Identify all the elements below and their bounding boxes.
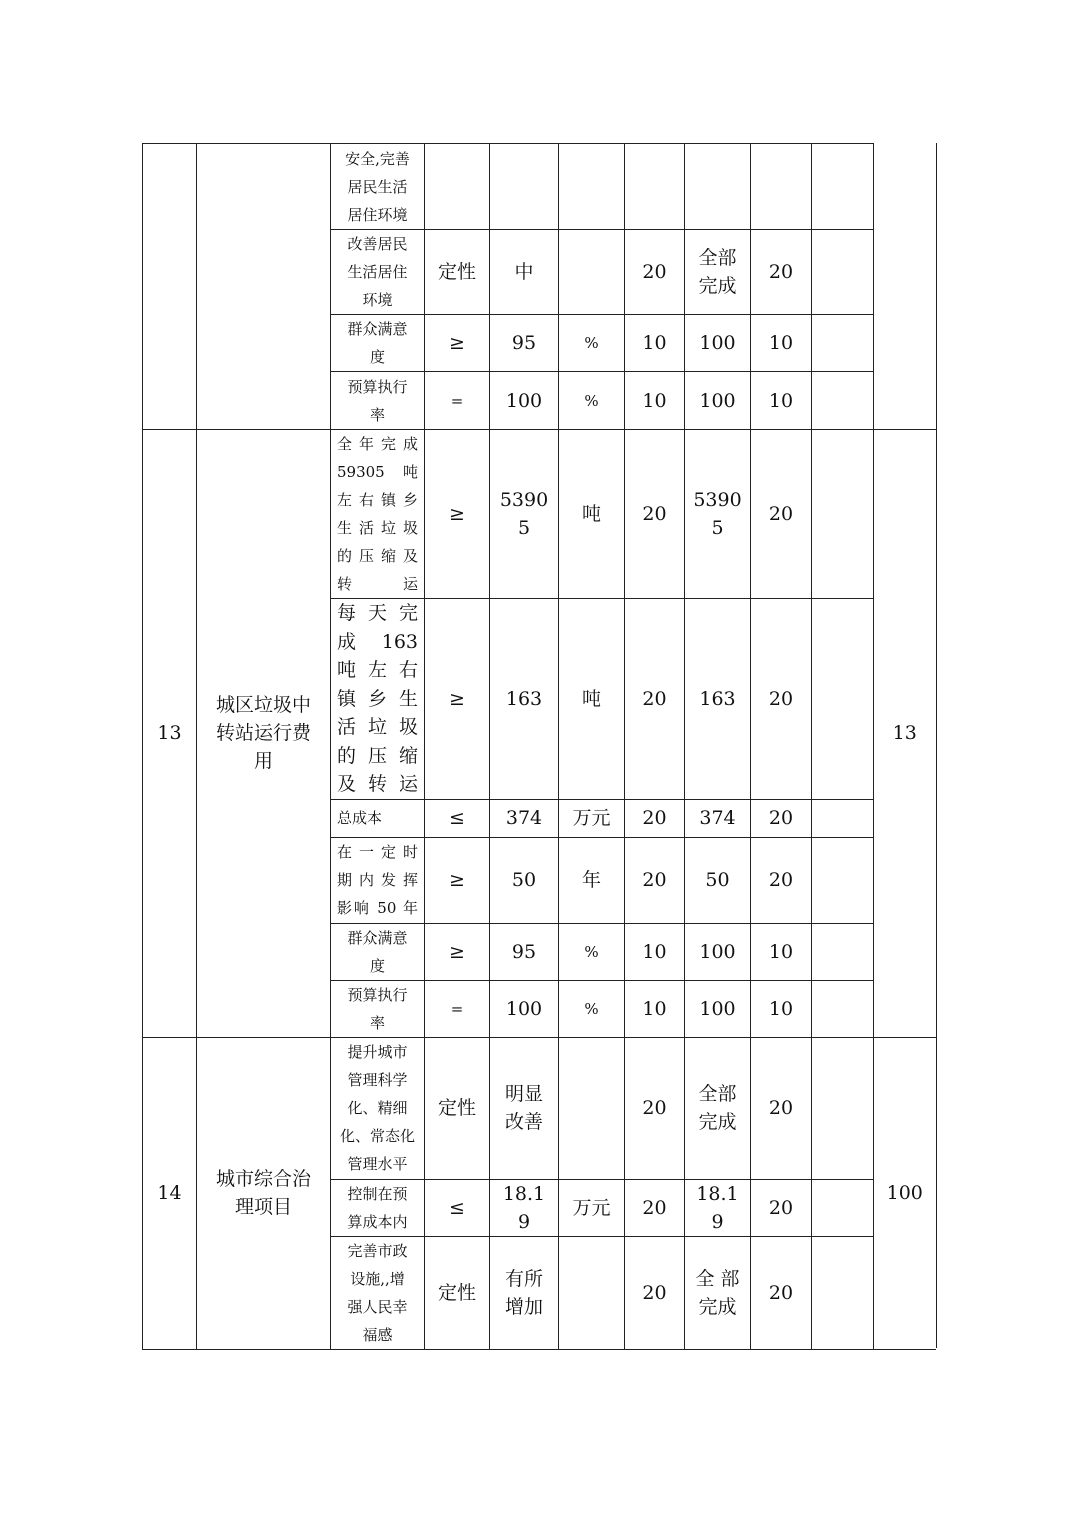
weight-cell: 20 bbox=[625, 230, 685, 315]
unit-cell bbox=[559, 1037, 625, 1179]
score-cell: 20 bbox=[751, 1179, 812, 1236]
table-row bbox=[143, 144, 936, 230]
indicator-cell: 预算执行 率 bbox=[331, 980, 425, 1037]
weight-cell: 20 bbox=[625, 1179, 685, 1236]
operator-cell: ≤ bbox=[425, 799, 490, 837]
indicator-cell: 全年完成 59305 吨 左右镇乡 生活垃圾 的压缩及 转运 bbox=[331, 430, 425, 599]
score-cell: 20 bbox=[751, 230, 812, 315]
project-number-cell bbox=[143, 144, 197, 430]
score-cell: 10 bbox=[751, 372, 812, 430]
remark-cell bbox=[812, 980, 874, 1037]
remark-cell bbox=[812, 430, 874, 599]
score-cell: 20 bbox=[751, 599, 812, 800]
project-name-cell bbox=[197, 144, 331, 430]
weight-cell: 20 bbox=[625, 430, 685, 599]
actual-cell bbox=[685, 144, 751, 230]
score-cell: 20 bbox=[751, 430, 812, 599]
remark-cell bbox=[812, 1179, 874, 1236]
indicator-cell: 在一定时 期内发挥 影响 50 年 bbox=[331, 837, 425, 923]
evaluation-table-page bbox=[142, 143, 936, 1350]
score-cell: 20 bbox=[751, 799, 812, 837]
score-cell: 10 bbox=[751, 923, 812, 980]
unit-cell: % bbox=[559, 315, 625, 372]
target-cell: 100 bbox=[490, 372, 559, 430]
actual-cell: 100 bbox=[685, 980, 751, 1037]
project-number-cell: 14 bbox=[143, 1037, 197, 1349]
actual-cell: 全部 完成 bbox=[685, 230, 751, 315]
actual-cell: 全 部 完成 bbox=[685, 1236, 751, 1349]
unit-cell: 吨 bbox=[559, 599, 625, 800]
weight-cell bbox=[625, 144, 685, 230]
unit-cell: % bbox=[559, 980, 625, 1037]
unit-cell: 万元 bbox=[559, 799, 625, 837]
target-cell: 163 bbox=[490, 599, 559, 800]
table-row bbox=[143, 1037, 936, 1179]
target-cell: 中 bbox=[490, 230, 559, 315]
target-cell: 95 bbox=[490, 923, 559, 980]
indicator-cell: 安全,完善 居民生活 居住环境 bbox=[331, 144, 425, 230]
target-cell: 100 bbox=[490, 980, 559, 1037]
weight-cell: 20 bbox=[625, 1236, 685, 1349]
weight-cell: 10 bbox=[625, 372, 685, 430]
unit-cell: % bbox=[559, 372, 625, 430]
remark-cell bbox=[812, 144, 874, 230]
operator-cell: 定性 bbox=[425, 1037, 490, 1179]
unit-cell bbox=[559, 144, 625, 230]
operator-cell: ≥ bbox=[425, 837, 490, 923]
operator-cell: = bbox=[425, 372, 490, 430]
operator-cell bbox=[425, 144, 490, 230]
indicator-cell: 群众满意 度 bbox=[331, 315, 425, 372]
remark-cell bbox=[812, 372, 874, 430]
operator-cell: 定性 bbox=[425, 1236, 490, 1349]
indicator-cell: 群众满意 度 bbox=[331, 923, 425, 980]
unit-cell bbox=[559, 1236, 625, 1349]
indicator-cell: 改善居民 生活居住 环境 bbox=[331, 230, 425, 315]
remark-cell bbox=[812, 315, 874, 372]
target-cell: 5390 5 bbox=[490, 430, 559, 599]
score-cell: 10 bbox=[751, 980, 812, 1037]
actual-cell: 18.1 9 bbox=[685, 1179, 751, 1236]
indicator-cell: 预算执行 率 bbox=[331, 372, 425, 430]
weight-cell: 10 bbox=[625, 980, 685, 1037]
weight-cell: 20 bbox=[625, 837, 685, 923]
actual-cell: 5390 5 bbox=[685, 430, 751, 599]
remark-cell bbox=[812, 1236, 874, 1349]
total-score-cell bbox=[874, 144, 936, 430]
weight-cell: 20 bbox=[625, 799, 685, 837]
actual-cell: 100 bbox=[685, 923, 751, 980]
target-cell: 374 bbox=[490, 799, 559, 837]
operator-cell: 定性 bbox=[425, 230, 490, 315]
actual-cell: 全部 完成 bbox=[685, 1037, 751, 1179]
indicator-cell: 总成本 bbox=[331, 799, 425, 837]
actual-cell: 163 bbox=[685, 599, 751, 800]
total-score-cell: 100 bbox=[874, 1037, 936, 1349]
weight-cell: 20 bbox=[625, 1037, 685, 1179]
performance-evaluation-table bbox=[142, 143, 936, 1350]
score-cell: 10 bbox=[751, 315, 812, 372]
remark-cell bbox=[812, 1037, 874, 1179]
unit-cell: % bbox=[559, 923, 625, 980]
table-row bbox=[143, 430, 936, 599]
project-number-cell: 13 bbox=[143, 430, 197, 1038]
indicator-cell: 每天完 成 163 吨左右 镇乡生 活垃圾 的压缩 及转运 bbox=[331, 599, 425, 800]
remark-cell bbox=[812, 230, 874, 315]
indicator-cell: 控制在预 算成本内 bbox=[331, 1179, 425, 1236]
indicator-cell: 提升城市 管理科学 化、精细 化、常态化 管理水平 bbox=[331, 1037, 425, 1179]
remark-cell bbox=[812, 837, 874, 923]
weight-cell: 20 bbox=[625, 599, 685, 800]
remark-cell bbox=[812, 799, 874, 837]
project-name-cell: 城市综合治 理项目 bbox=[197, 1037, 331, 1349]
actual-cell: 50 bbox=[685, 837, 751, 923]
weight-cell: 10 bbox=[625, 315, 685, 372]
operator-cell: ≤ bbox=[425, 1179, 490, 1236]
operator-cell: ≥ bbox=[425, 315, 490, 372]
remark-cell bbox=[812, 599, 874, 800]
unit-cell bbox=[559, 230, 625, 315]
target-cell: 50 bbox=[490, 837, 559, 923]
score-cell: 20 bbox=[751, 1236, 812, 1349]
target-cell: 有所 增加 bbox=[490, 1236, 559, 1349]
target-cell: 18.1 9 bbox=[490, 1179, 559, 1236]
unit-cell: 吨 bbox=[559, 430, 625, 599]
operator-cell: ≥ bbox=[425, 599, 490, 800]
operator-cell: ≥ bbox=[425, 430, 490, 599]
project-name-cell: 城区垃圾中 转站运行费 用 bbox=[197, 430, 331, 1038]
indicator-cell: 完善市政 设施,,增 强人民幸 福感 bbox=[331, 1236, 425, 1349]
target-cell: 明显 改善 bbox=[490, 1037, 559, 1179]
operator-cell: ≥ bbox=[425, 923, 490, 980]
target-cell bbox=[490, 144, 559, 230]
score-cell: 20 bbox=[751, 837, 812, 923]
total-score-cell: 13 bbox=[874, 430, 936, 1038]
score-cell bbox=[751, 144, 812, 230]
remark-cell bbox=[812, 923, 874, 980]
actual-cell: 374 bbox=[685, 799, 751, 837]
actual-cell: 100 bbox=[685, 315, 751, 372]
target-cell: 95 bbox=[490, 315, 559, 372]
actual-cell: 100 bbox=[685, 372, 751, 430]
weight-cell: 10 bbox=[625, 923, 685, 980]
unit-cell: 年 bbox=[559, 837, 625, 923]
unit-cell: 万元 bbox=[559, 1179, 625, 1236]
operator-cell: = bbox=[425, 980, 490, 1037]
score-cell: 20 bbox=[751, 1037, 812, 1179]
table-right-border bbox=[936, 143, 937, 1348]
